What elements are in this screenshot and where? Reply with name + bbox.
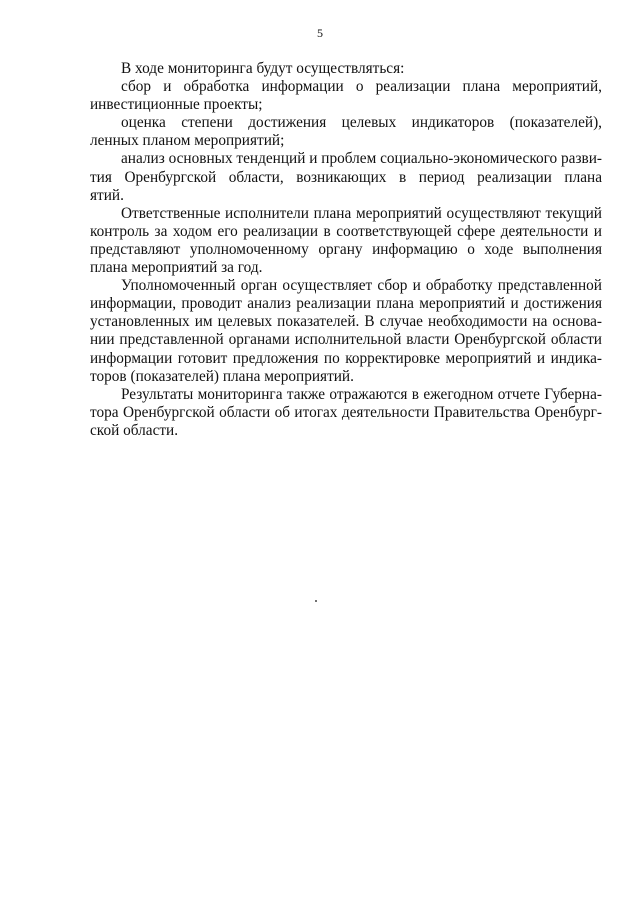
- text-line: торов (показателей) плана мероприятий.: [90, 367, 354, 385]
- text-line: оценка степени достижения целевых индикаторов (показателей),: [121, 114, 602, 132]
- body-text: [90, 60, 602, 440]
- text-line: Уполномоченный орган осуществляет сбор и обработку представленной: [121, 277, 602, 295]
- text-line: Ответственные исполнители плана мероприятий осуществляют текущий: [121, 204, 602, 222]
- text-line: ятий.: [90, 186, 124, 204]
- text-line-monitoring-intro: В ходе мониторинга будут осуществляться:: [121, 60, 405, 77]
- text-line: тора Оренбургской области об итогах деятельности Правительства Оренбург-: [90, 403, 602, 421]
- text-line: ленных планом мероприятий;: [90, 132, 285, 150]
- text-line: инвестиционные проекты;: [90, 96, 263, 114]
- text-line: представляют уполномоченному органу информацию о ходе выполнения: [90, 240, 602, 258]
- text-line: установленных им целевых показателей. В случае необходимости на основа-: [90, 313, 602, 331]
- text-line: нии представленной органами исполнительной власти Оренбургской области: [90, 331, 602, 349]
- text-line: ской области.: [90, 421, 179, 439]
- text-line: контроль за ходом его реализации в соответствующей сфере деятельности и: [90, 222, 602, 240]
- text-line: плана мероприятий за год.: [90, 259, 263, 277]
- text-line: тия Оренбургской области, возникающих в период реализации плана: [90, 168, 602, 186]
- text-line: анализ основных тенденций и проблем социально-экономического разви-: [121, 150, 602, 168]
- page-number: 5: [317, 26, 323, 40]
- text-line: сбор и обработка информации о реализации плана мероприятий,: [121, 78, 602, 96]
- text-line: информации, проводит анализ реализации плана мероприятий и достижения: [90, 295, 602, 313]
- stray-mark: [315, 600, 317, 602]
- text-line: Результаты мониторинга также отражаются в ежегодном отчете Губерна-: [121, 385, 602, 403]
- text-line: информации готовит предложения по корректировке мероприятий и индика-: [90, 349, 602, 367]
